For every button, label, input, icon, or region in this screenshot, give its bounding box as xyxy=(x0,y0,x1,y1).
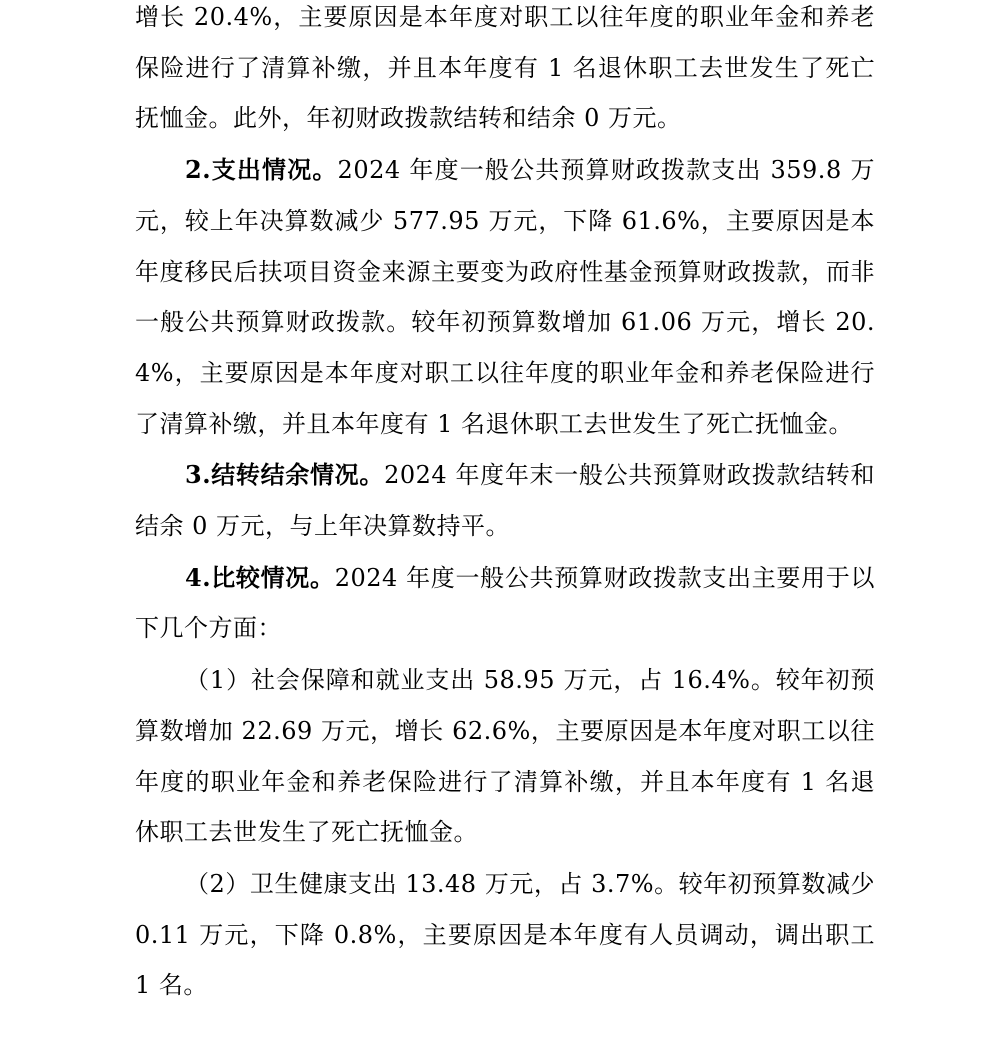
paragraph-expenditure xyxy=(135,145,875,449)
document-page xyxy=(135,0,875,1012)
section-heading-carryover: 3.结转结余情况。 xyxy=(185,460,385,490)
paragraph-continuation xyxy=(135,0,875,144)
paragraph-carryover xyxy=(135,450,875,551)
paragraph-text: （2）卫生健康支出 13.48 万元，占 3.7%。较年初预算数减少 0.11 万元，下降 0.8%，主要原因是本年度有人员调动，调出职工 1 名。 xyxy=(135,869,875,1000)
paragraph-text: （1）社会保障和就业支出 58.95 万元，占 16.4%。较年初预算数增加 22.69 万元，增长 62.6%，主要原因是本年度对职工以往年度的职业年金和养老保险进行了清算补缴，并且本年度有 1 名退休职工去世发生了死亡抚恤金。 xyxy=(135,666,875,847)
paragraph-text: 2024 年度一般公共预算财政拨款支出 359.8 万元，较上年决算数减少 577.95 万元，下降 61.6%，主要原因是本年度移民后扶项目资金来源主要变为政府性基金预算财政拨款，而非一般公共预算财政拨款。较年初预算数增加 61.06 万元，增长 20.4%，主要原因是本年度对职工以往年度的职业年金和养老保险进行了清算补缴，并且本年度有 1 名退休职工去世发生了死亡抚恤金。 xyxy=(135,156,876,438)
section-heading-comparison: 4.比较情况。 xyxy=(185,562,335,592)
paragraph-health xyxy=(135,859,875,1011)
paragraph-text: 2024 年度一般公共预算财政拨款支出主要用于以下几个方面： xyxy=(135,563,875,643)
section-heading-expenditure: 2.支出情况。 xyxy=(185,155,338,185)
paragraph-text: 增长 20.4%，主要原因是本年度对职工以往年度的职业年金和养老保险进行了清算补缴，并且本年度有 1 名退休职工去世发生了死亡抚恤金。此外，年初财政拨款结转和结余 0 万元。 xyxy=(135,3,875,133)
paragraph-social-security xyxy=(135,655,875,858)
paragraph-comparison xyxy=(135,553,875,654)
paragraph-text: 2024 年度年末一般公共预算财政拨款结转和结余 0 万元，与上年决算数持平。 xyxy=(135,461,875,541)
